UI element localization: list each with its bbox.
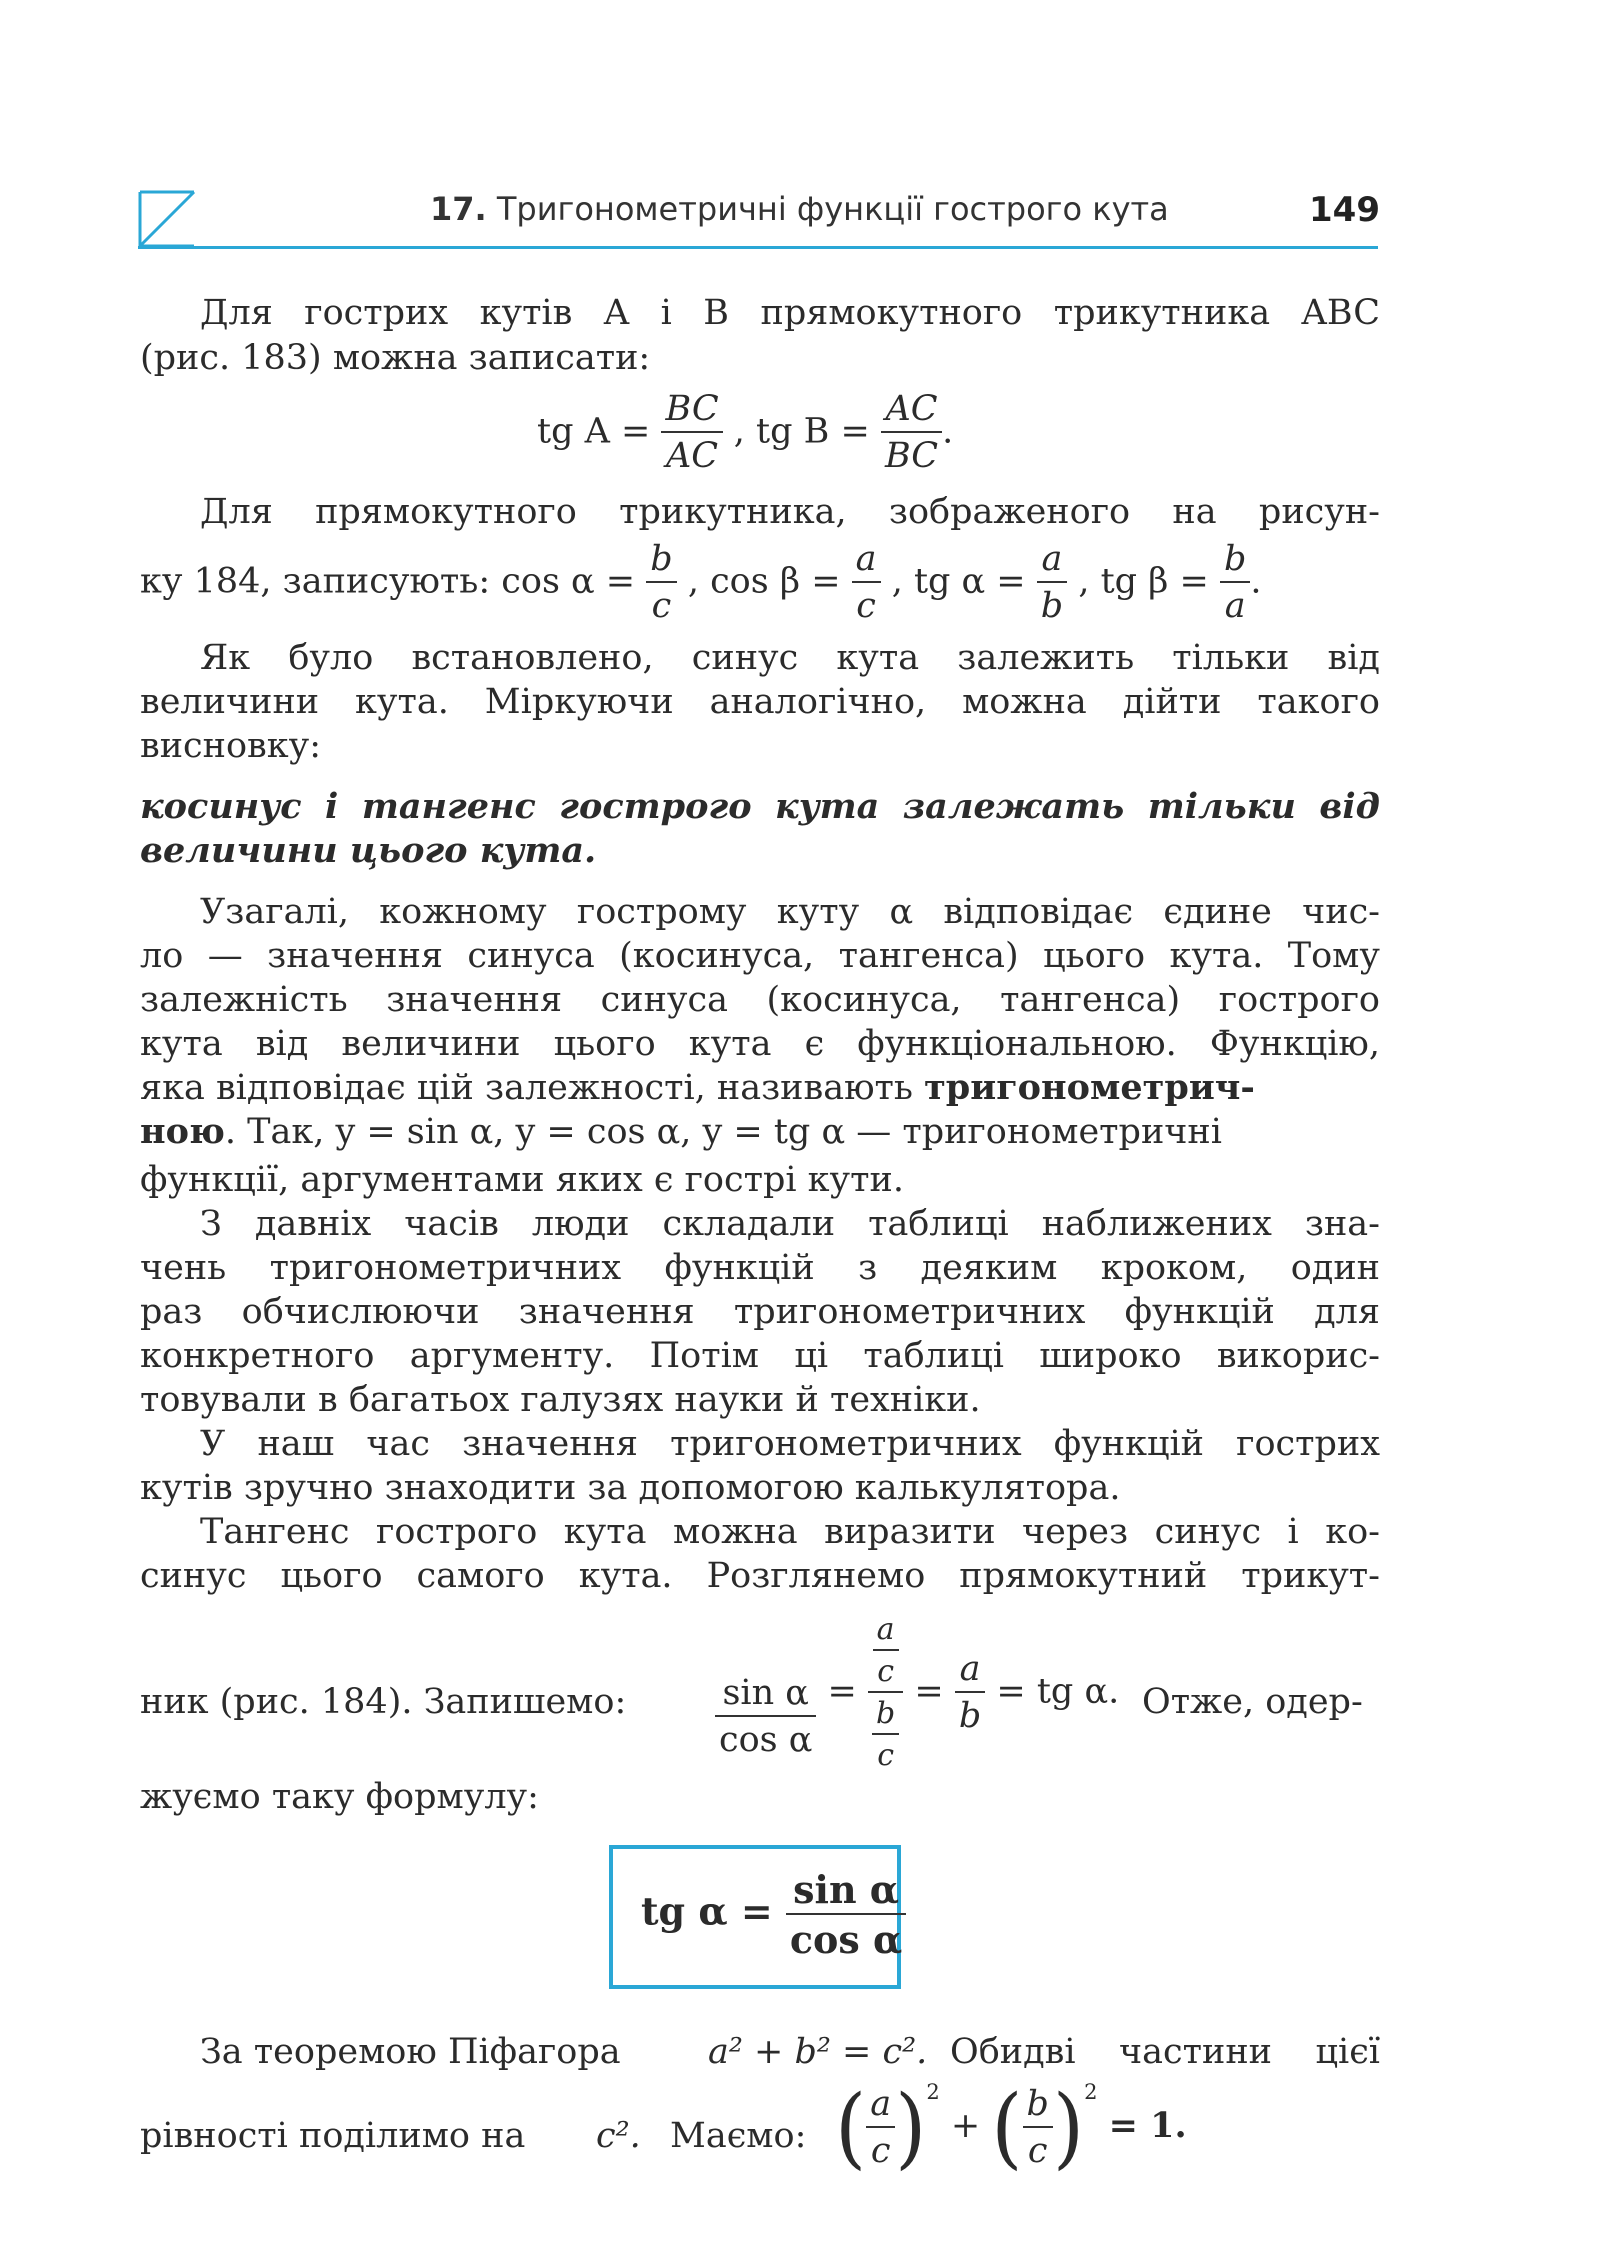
corner-triangle-icon: [138, 190, 196, 248]
header-rule: [138, 246, 1378, 249]
fraction-numerator: sin α: [715, 1676, 816, 1717]
text-span: яка відповідає цій залежності, називають: [140, 1068, 925, 1108]
eq-text: tg α =: [641, 1888, 773, 1934]
fraction-numerator: b: [1023, 2087, 1053, 2128]
fraction-numerator: a: [1037, 542, 1067, 583]
text-line: [140, 1110, 1380, 1154]
text-line: кута від величини цього кута є функціональною. Функцію,: [140, 1024, 1380, 1064]
text-span: . Так, y = sin α, y = cos α, y = tg α — тригонометричні: [224, 1112, 1222, 1152]
fraction-numerator: a: [852, 542, 881, 583]
fraction-denominator: c: [877, 1738, 895, 1773]
text-line: Обидві частини цієї: [950, 2032, 1380, 2072]
fraction-numerator: BC: [661, 392, 722, 433]
key-statement: косинус і тангенс гострого кута залежать тільки від: [140, 786, 1380, 827]
text-line: конкретного аргументу. Потім ці таблиці широко викорис-: [140, 1336, 1380, 1376]
eq-text: , tg β =: [1078, 561, 1209, 602]
text-line: ник (рис. 184). Запишемо:: [140, 1682, 627, 1722]
text-line: рівності поділимо на: [140, 2116, 526, 2156]
fraction-numerator: a: [873, 1615, 899, 1651]
text-line: Для гострих кутів A і B прямокутного трикутника ABC: [200, 293, 1380, 333]
fraction-denominator: c: [651, 586, 672, 626]
chapter-number: 17.: [430, 190, 487, 228]
fraction-numerator: AC: [881, 392, 942, 433]
fraction-denominator: b: [1040, 586, 1064, 626]
page-number: 149: [1309, 190, 1380, 230]
compound-numerator: [868, 1612, 903, 1693]
text-line: кутів зручно знаходити за допомогою калькулятора.: [140, 1468, 1121, 1508]
text-line: ло — значення синуса (косинуса, тангенса) цього кута. Тому: [140, 936, 1380, 976]
left-paren: (: [991, 2075, 1023, 2179]
equation-cos-tg: [140, 539, 1380, 626]
term-bold: тригонометрич-: [924, 1067, 1255, 1108]
text-line: Як було встановлено, синус кута залежить тільки від: [200, 638, 1380, 678]
eq-text: .: [1250, 561, 1262, 602]
fraction-denominator: BC: [884, 436, 939, 476]
eq-text: =: [827, 1671, 857, 1712]
fraction-numerator: a: [866, 2087, 895, 2128]
fraction-numerator: b: [646, 542, 676, 583]
fraction-denominator: cos α: [789, 1917, 903, 1962]
pythagoras-equation: a² + b² = c².: [708, 2032, 928, 2072]
eq-text: tg A =: [537, 411, 651, 452]
eq-text: cos α =: [501, 561, 636, 602]
key-statement: величини цього кута.: [140, 830, 597, 871]
eq-text: = 1.: [1108, 2105, 1187, 2146]
right-paren: ): [895, 2075, 927, 2179]
eq-text: =: [914, 1671, 944, 1712]
fraction-numerator: b: [872, 1699, 899, 1735]
equation-unit-identity: [835, 2075, 1187, 2179]
text-line: висновку:: [140, 726, 321, 766]
fraction-numerator: b: [1220, 542, 1250, 583]
text-line: (рис. 183) можна записати:: [140, 338, 651, 378]
text-line: Тангенс гострого кута можна виразити через синус і ко-: [200, 1512, 1380, 1552]
fraction-numerator: a: [955, 1652, 985, 1693]
text-line: Отже, одер-: [1142, 1682, 1363, 1722]
highlighted-formula-box: [609, 1845, 901, 1989]
eq-text: , tg B =: [733, 411, 870, 452]
text-line: товували в багатьох галузях науки й техніки.: [140, 1380, 981, 1420]
eq-text: ку 184, записують:: [140, 561, 491, 602]
equation-sin-over-cos: [715, 1612, 1120, 1773]
text-line: У наш час значення тригонометричних функцій гострих: [200, 1424, 1380, 1464]
text-line: раз обчислюючи значення тригонометричних функцій для: [140, 1292, 1380, 1332]
text-line: З давніх часів люди складали таблиці наближених зна-: [200, 1204, 1380, 1244]
text-line: синус цього самого кута. Розглянемо прямокутний трикут-: [140, 1556, 1380, 1596]
chapter-title: Тригонометричні функції гострого кута: [496, 190, 1169, 228]
fraction-numerator: sin α: [786, 1871, 906, 1915]
fraction-denominator: c: [870, 2130, 891, 2171]
eq-text: .: [942, 411, 954, 452]
text-line: Для прямокутного трикутника, зображеного на рисун-: [200, 492, 1380, 532]
text-line: Узагалі, кожному гострому куту α відповідає єдине чис-: [200, 892, 1380, 932]
text-line: залежність значення синуса (косинуса, тангенса) гострого: [140, 980, 1380, 1020]
fraction-denominator: c: [877, 1654, 895, 1689]
text-line: чень тригонометричних функцій з деяким кроком, один: [140, 1248, 1380, 1288]
text-line: функції, аргументами яких є гострі кути.: [140, 1160, 904, 1200]
eq-text: +: [950, 2106, 981, 2146]
fraction-denominator: c: [856, 586, 876, 626]
c-squared: c².: [596, 2116, 641, 2156]
fraction-denominator: a: [1224, 586, 1246, 626]
text-line: величини кута. Міркуючи аналогічно, можна дійти такого: [140, 682, 1380, 722]
fraction-denominator: cos α: [719, 1720, 813, 1760]
text-line: За теоремою Піфагора: [200, 2032, 621, 2072]
text-line: Маємо:: [670, 2116, 807, 2156]
exponent: 2: [926, 2080, 940, 2104]
eq-text: = tg α.: [996, 1671, 1120, 1712]
compound-denominator: [868, 1693, 903, 1771]
equation-tg: [537, 389, 954, 476]
running-header: [430, 190, 1190, 234]
fraction-denominator: c: [1027, 2130, 1048, 2171]
exponent: 2: [1084, 2080, 1098, 2104]
fraction-denominator: b: [958, 1696, 982, 1736]
eq-text: , cos β =: [687, 561, 841, 602]
term-bold: ною: [140, 1111, 225, 1152]
eq-text: , tg α =: [891, 561, 1026, 602]
left-paren: (: [835, 2075, 867, 2179]
text-line: жуємо таку формулу:: [140, 1777, 539, 1817]
right-paren: ): [1052, 2075, 1085, 2179]
text-line: [140, 1066, 1380, 1110]
fraction-denominator: AC: [666, 436, 719, 476]
